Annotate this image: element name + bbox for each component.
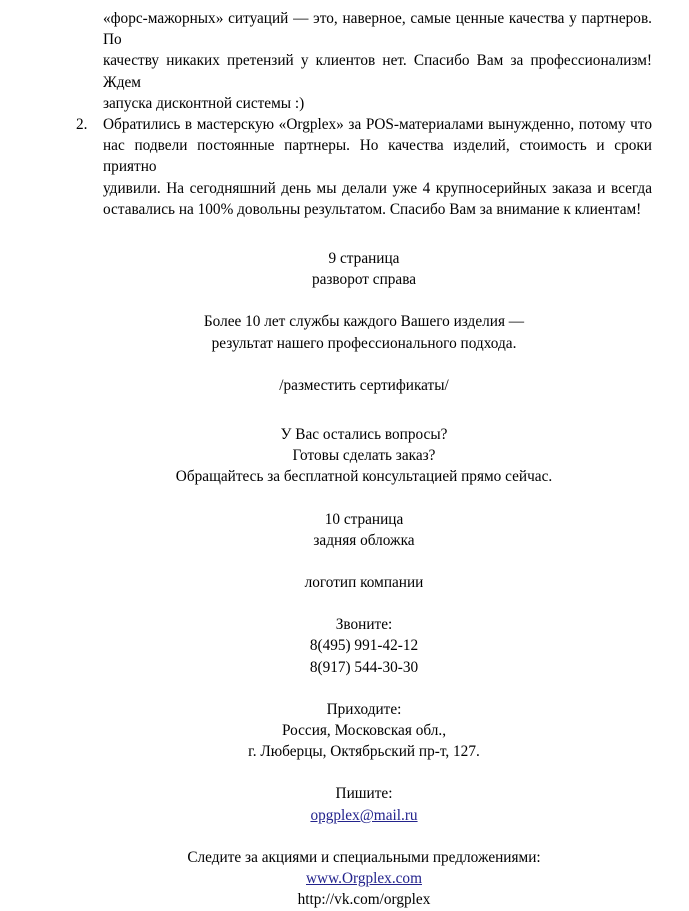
website-link[interactable]: www.Orgplex.com bbox=[306, 870, 422, 888]
spacer bbox=[76, 593, 652, 614]
list-item-line: оставались на 100% довольны результатом. Спасибо Вам за внимание к клиентам! bbox=[103, 200, 642, 218]
spacer bbox=[76, 762, 652, 783]
spacer bbox=[76, 551, 652, 572]
testimonial-continuation-paragraph bbox=[76, 8, 652, 114]
spacer bbox=[76, 290, 652, 311]
list-item-text bbox=[103, 114, 652, 220]
website-link-wrapper bbox=[76, 868, 652, 889]
page9-slogan-line1: Более 10 лет службы каждого Вашего изделия — bbox=[203, 313, 525, 331]
page10-section bbox=[76, 509, 652, 911]
numbered-list-item bbox=[76, 114, 652, 220]
page10-heading-line1: 10 страница bbox=[324, 510, 404, 528]
address-line-2: г. Люберцы, Октябрьский пр-т, 127. bbox=[248, 743, 480, 761]
spacer bbox=[76, 396, 652, 424]
paragraph-lines bbox=[76, 8, 652, 114]
address-label: Приходите: bbox=[326, 700, 402, 718]
page9-cta-line2: Готовы сделать заказ? bbox=[292, 447, 436, 465]
spacer bbox=[76, 488, 652, 509]
list-item-line: Обратились в мастерскую «Orgplex» за POS-материалами вынужденно, потому что bbox=[103, 116, 652, 134]
page9-certificates-placeholder: /разместить сертификаты/ bbox=[279, 376, 449, 394]
paragraph-line: запуска дисконтной системы :) bbox=[103, 94, 305, 112]
vk-url-text: http://vk.com/orgplex bbox=[297, 891, 431, 909]
list-item-line: нас подвели постоянные партнеры. Но качества изделий, стоимость и сроки приятно bbox=[103, 137, 652, 176]
page9-heading-line2: разворот справа bbox=[311, 271, 417, 289]
page9-section bbox=[76, 248, 652, 488]
spacer bbox=[76, 354, 652, 375]
list-item-number: 2. bbox=[76, 116, 88, 134]
email-link-wrapper bbox=[76, 805, 652, 826]
spacer bbox=[76, 220, 652, 248]
spacer bbox=[76, 826, 652, 847]
page9-slogan-line2: результат нашего профессионального подхода. bbox=[211, 334, 517, 352]
list-item-line: удивили. На сегодняшний день мы делали уже 4 крупносерийных заказа и всегда bbox=[103, 179, 652, 197]
page9-cta-line3: Обращайтесь за бесплатной консультацией прямо сейчас. bbox=[175, 468, 553, 486]
phone-number-secondary: 8(917) 544-30-30 bbox=[309, 658, 419, 676]
page-content bbox=[76, 8, 652, 911]
paragraph-line: качеству никаких претензий у клиентов нет. Спасибо Вам за профессионализм! Ждем bbox=[103, 52, 652, 91]
paragraph-line: «форс-мажорных» ситуаций — это, наверное, самые ценные качества у партнеров. По bbox=[103, 10, 652, 49]
email-label: Пишите: bbox=[335, 785, 393, 803]
address-line-1: Россия, Московская обл., bbox=[281, 722, 447, 740]
phone-number-primary: 8(495) 991-42-12 bbox=[309, 637, 419, 655]
email-link[interactable]: opgplex@mail.ru bbox=[310, 806, 418, 824]
spacer bbox=[76, 678, 652, 699]
page10-heading-line2: задняя обложка bbox=[313, 531, 415, 549]
page10-logo-placeholder: логотип компании bbox=[304, 574, 424, 592]
social-label: Следите за акциями и специальными предложениями: bbox=[187, 848, 541, 866]
page9-heading-line1: 9 страница bbox=[328, 250, 400, 268]
phone-label: Звоните: bbox=[335, 616, 393, 634]
page9-cta-line1: У Вас остались вопросы? bbox=[280, 426, 448, 444]
